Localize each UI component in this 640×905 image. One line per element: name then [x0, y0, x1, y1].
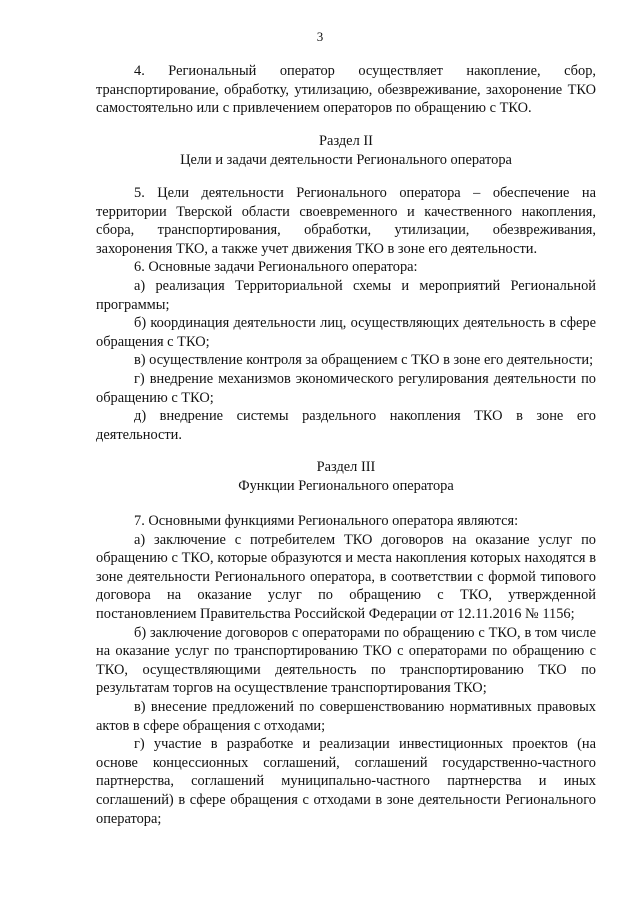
item-7v: в) внесение предложений по совершенствованию нормативных правовых актов в сфере обращения с отходами;	[96, 698, 596, 734]
section-2-title: Цели и задачи деятельности Регионального оператора	[180, 151, 512, 168]
page-number: 3	[316, 29, 324, 44]
item-6v: в) осуществление контроля за обращением с ТКО в зоне его деятельности;	[134, 352, 594, 369]
paragraph-7: 7. Основными функциями Регионального оператора являются:	[134, 513, 519, 529]
section-3-heading	[96, 458, 596, 495]
section-3-title: Функции Регионального оператора	[238, 477, 454, 494]
item-7a: а) заключение с потребителем ТКО договоров на оказание услуг по обращению с ТКО, которые образуются и места накопления которых находятся в зоне деятельности Регионального оператора, в соответствии с формой типового договора на оказание услуг по обращению с ТКО, утвержденной постановлением Правительства Российской Федерации от 12.11.2016 № 1156;	[96, 531, 596, 622]
item-6b: б) координация деятельности лиц, осуществляющих деятельность в сфере обращения с ТКО;	[96, 315, 596, 350]
item-6a: а) реализация Территориальной схемы и мероприятий Региональной программы;	[96, 277, 596, 313]
section-3-label: Раздел III	[316, 459, 376, 475]
section-2-heading	[96, 132, 596, 169]
paragraph-4: 4. Региональный оператор осуществляет накопление, сбор, транспортирование, обработку, утилизацию, обезвреживание, захоронение ТКО самостоятельно или с привлечением операторов по обращению с ТКО.	[96, 63, 596, 117]
paragraph-6: 6. Основные задачи Регионального оператора:	[134, 259, 418, 276]
section-2-label: Раздел II	[319, 133, 373, 149]
item-6d: д) внедрение системы раздельного накопления ТКО в зоне его деятельности.	[96, 408, 596, 443]
item-6g: г) внедрение механизмов экономического регулирования деятельности по обращению с ТКО;	[96, 370, 596, 406]
item-7g: г) участие в разработке и реализации инвестиционных проектов (на основе концессионных соглашений, соглашений государственно-частного партнерства, соглашений муниципально-частного партнерства и иных соглашений) в сфере обращения с отходами в зоне деятельности Регионального оператора;	[96, 736, 596, 827]
paragraph-block-1	[96, 62, 596, 118]
paragraph-block-2	[96, 184, 596, 444]
paragraph-5: 5. Цели деятельности Регионального оператора – обеспечение на территории Тверской области своевременного и качественного накопления, сбора, транспортирования, обработки, утилизации, обезвреживания, захоронения ТКО, а также учет движения ТКО в зоне его деятельности.	[96, 185, 596, 257]
paragraph-block-3	[96, 512, 596, 828]
item-7b: б) заключение договоров с операторами по обращению с ТКО, в том числе на оказание услуг по транспортированию ТКО с операторами по обращению с ТКО, осуществляющими деятельность по транспортированию ТКО по результатам торгов на осуществление транспортирования ТКО;	[96, 624, 596, 697]
